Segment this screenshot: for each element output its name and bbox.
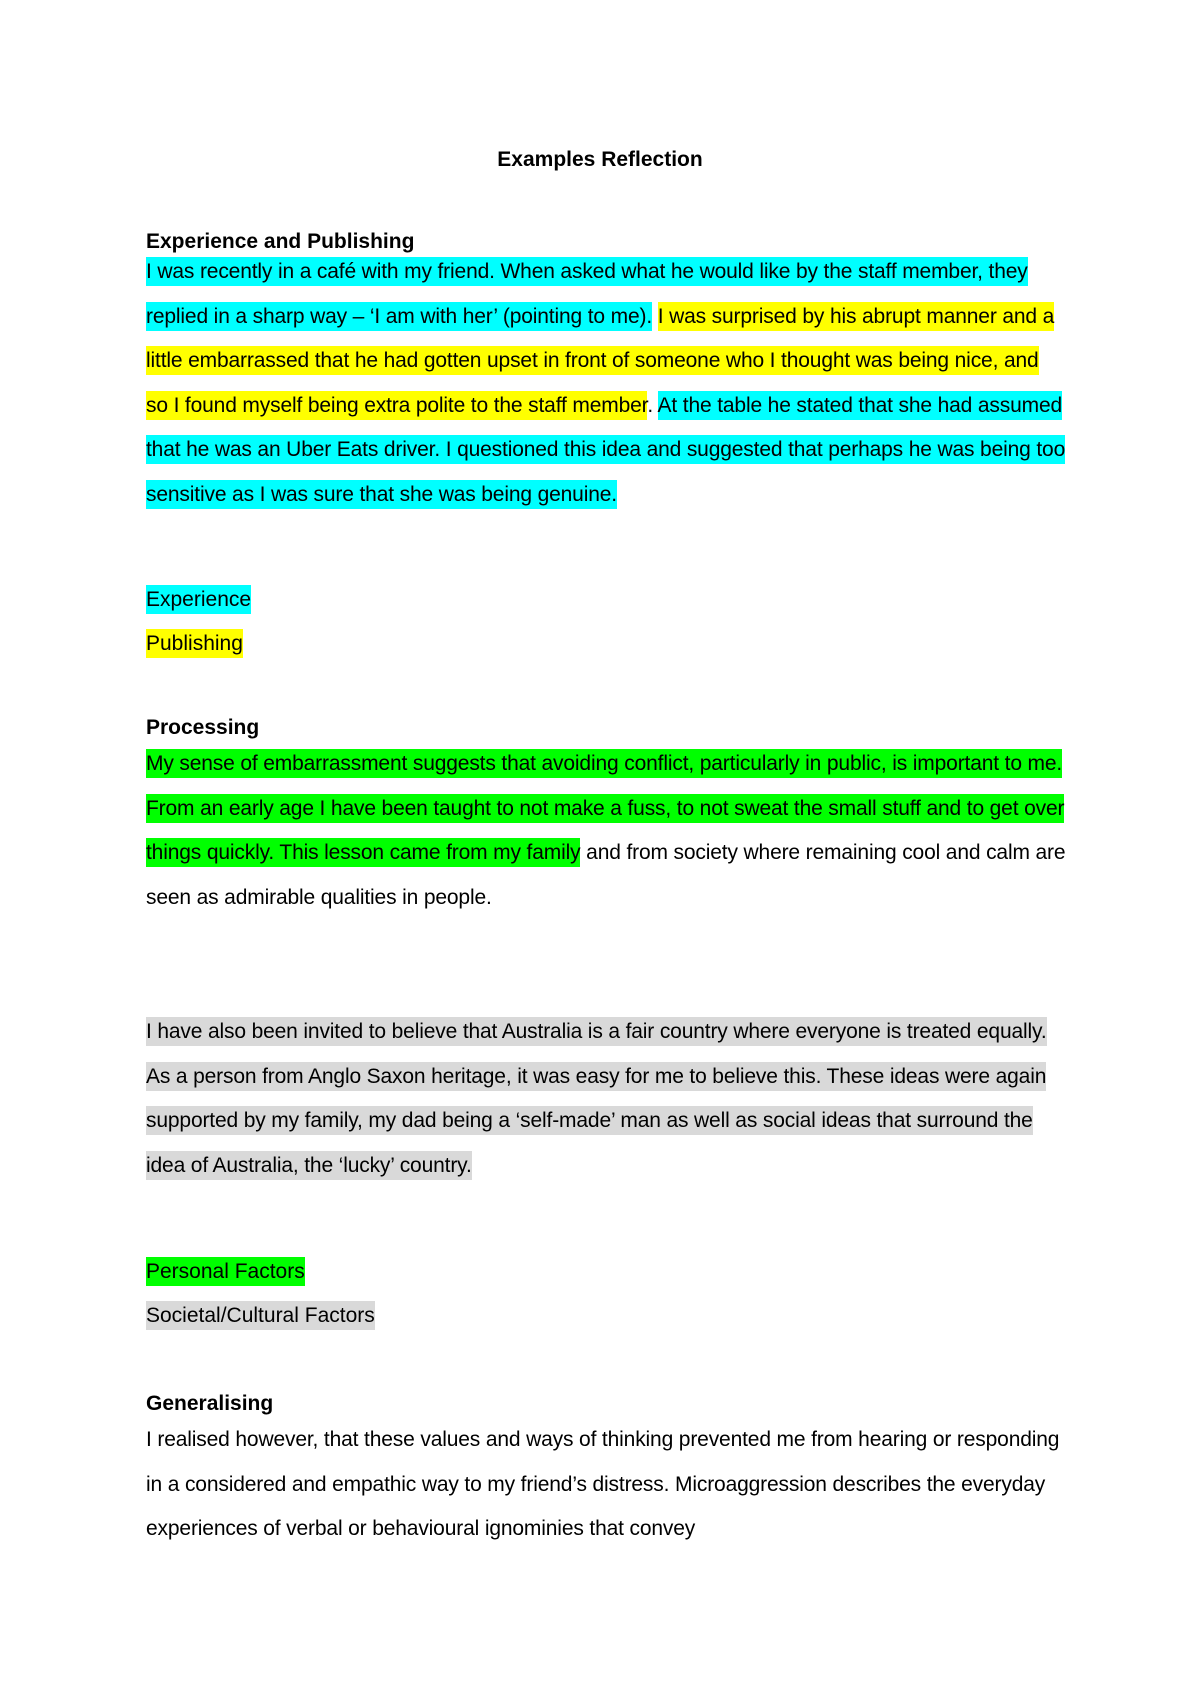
highlight-experience-1: I was recently in a café with my friend. When asked what he would like by the staff member, they replied in a sharp way – ‘I am with her’ (pointing to me).: [146, 257, 1028, 331]
paragraph-processing-personal: [146, 742, 1066, 920]
highlight-personal-factors: My sense of embarrassment suggests that avoiding conflict, particularly in public, is important to me. From an early age I have been taught to not make a fuss, to not sweat the small stuff and to get over things quickly. This lesson came from my family: [146, 749, 1064, 867]
highlight-experience-2: At the table he stated that she had assumed that he was an Uber Eats driver. I questioned this idea and suggested that perhaps he was being too sensitive as I was sure that she was being genuine.: [146, 391, 1065, 509]
paragraph-experience-publishing: [146, 250, 1066, 518]
legend-publishing: [146, 622, 243, 666]
highlight-publishing: I was surprised by his abrupt manner and a little embarrassed that he had gotten upset in front of someone who I thought was being nice, and so I found myself being extra polite to the staff member: [146, 302, 1054, 420]
legend-experience: [146, 578, 251, 622]
legend-societal-factors: [146, 1294, 375, 1338]
legend-personal-text: Personal Factors: [146, 1257, 305, 1286]
legend-societal-text: Societal/Cultural Factors: [146, 1301, 375, 1330]
plain-text: and from society where remaining cool and calm are seen as admirable qualities in people.: [146, 841, 1066, 909]
paragraph-generalising: I realised however, that these values and ways of thinking prevented me from hearing or responding in a considered and empathic way to my friend’s distress. Microaggression describes the everyday experiences of verbal or behavioural ignominies that convey: [146, 1428, 1060, 1541]
legend-publishing-text: Publishing: [146, 629, 243, 658]
heading-generalising: Generalising: [146, 1392, 274, 1415]
legend-personal-factors: [146, 1250, 305, 1294]
highlight-societal-factors: I have also been invited to believe that Australia is a fair country where everyone is treated equally. As a person from Anglo Saxon heritage, it was easy for me to believe this. These ideas were again supported by my family, my dad being a ‘self-made’ man as well as social ideas that surround the idea of Australia, the ‘lucky’ country.: [146, 1017, 1047, 1180]
heading-experience-publishing: Experience and Publishing: [146, 230, 415, 253]
heading-processing: Processing: [146, 716, 260, 739]
plain-text: [652, 302, 658, 331]
paragraph-processing-societal: [146, 1010, 1066, 1188]
legend-experience-text: Experience: [146, 585, 251, 614]
plain-text: .: [647, 393, 658, 417]
document-title: Examples Reflection: [497, 148, 703, 171]
